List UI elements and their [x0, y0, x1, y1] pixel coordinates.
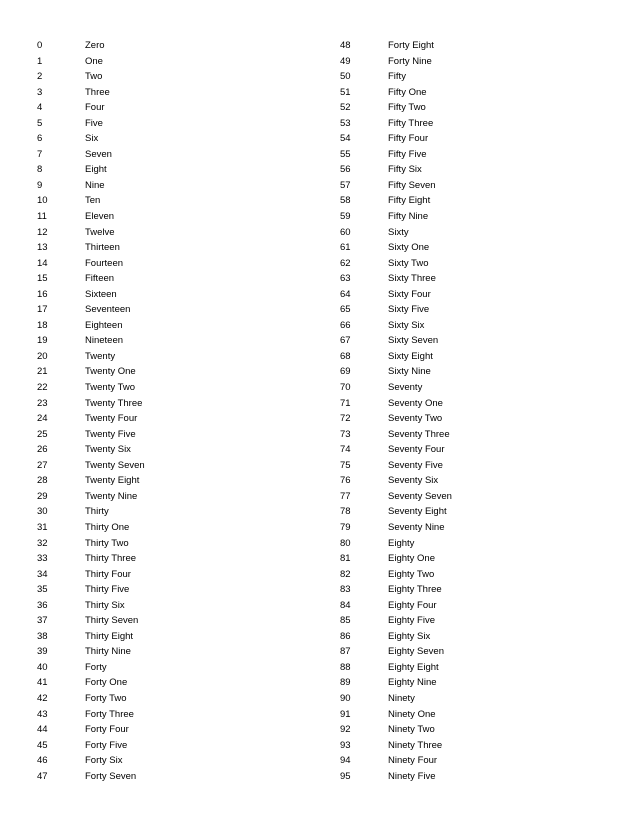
number-row	[340, 458, 588, 474]
number-value: 7	[37, 148, 43, 160]
number-value: 84	[340, 599, 351, 611]
number-word: Seventy Seven	[388, 490, 452, 502]
number-row	[37, 691, 285, 707]
number-word: Eighty Three	[388, 584, 442, 596]
number-row	[340, 691, 588, 707]
number-word: Seventy Six	[388, 475, 439, 487]
number-value: 0	[37, 40, 43, 51]
number-row	[340, 551, 588, 567]
number-value: 22	[37, 382, 48, 394]
number-word: Sixty Nine	[388, 366, 431, 378]
number-word: Forty Nine	[388, 55, 432, 67]
number-row	[37, 582, 285, 598]
number-value: 78	[340, 506, 351, 518]
number-word: Thirteen	[85, 242, 120, 254]
number-value: 48	[340, 40, 351, 51]
number-word: Eighty Four	[388, 599, 437, 611]
number-word: Twenty Four	[85, 413, 138, 425]
number-word: Thirty Eight	[85, 630, 134, 642]
number-word: Fifty Nine	[388, 211, 429, 223]
number-row	[37, 442, 285, 458]
number-value: 39	[37, 646, 48, 658]
number-row	[37, 147, 285, 163]
number-word: Eighty Seven	[388, 646, 444, 658]
number-word: Seventy Eight	[388, 506, 447, 518]
number-row	[340, 364, 588, 380]
number-row	[340, 504, 588, 520]
number-word: Eighty Eight	[388, 661, 439, 673]
number-word: Ninety Five	[388, 770, 436, 782]
number-row	[340, 69, 588, 85]
number-word: Nineteen	[85, 335, 124, 347]
number-value: 8	[37, 164, 43, 176]
number-row	[37, 240, 285, 256]
number-value: 60	[340, 226, 351, 238]
number-row	[340, 256, 588, 272]
number-value: 89	[340, 677, 351, 689]
number-value: 88	[340, 661, 351, 673]
number-word: Sixty Four	[388, 288, 431, 300]
number-word: Fourteen	[85, 257, 124, 269]
number-row	[340, 675, 588, 691]
number-value: 40	[37, 661, 48, 673]
number-row	[340, 629, 588, 645]
number-word: Three	[85, 86, 110, 98]
number-word: Fifty Seven	[388, 179, 436, 191]
number-value: 31	[37, 521, 48, 533]
number-word: Twenty Three	[85, 397, 143, 409]
number-word: Zero	[85, 40, 105, 51]
number-value: 82	[340, 568, 351, 580]
number-value: 1	[37, 55, 43, 67]
number-word: Eleven	[85, 211, 115, 223]
number-row	[340, 473, 588, 489]
number-value: 76	[340, 475, 351, 487]
number-word: Sixty Five	[388, 304, 430, 316]
number-value: 15	[37, 273, 48, 285]
number-word: Sixty One	[388, 242, 430, 254]
number-value: 5	[37, 117, 43, 129]
number-word: Five	[85, 117, 103, 129]
number-row	[340, 427, 588, 443]
number-word: Twenty One	[85, 366, 136, 378]
number-row	[340, 613, 588, 629]
number-value: 92	[340, 724, 351, 736]
number-value: 67	[340, 335, 351, 347]
number-word: Fifty	[388, 71, 406, 83]
number-word: Ninety One	[388, 708, 436, 720]
number-row	[37, 675, 285, 691]
number-row	[340, 753, 588, 769]
number-row	[340, 411, 588, 427]
number-row	[37, 193, 285, 209]
number-row	[340, 520, 588, 536]
number-value: 91	[340, 708, 351, 720]
number-row	[37, 162, 285, 178]
number-word: Four	[85, 102, 105, 114]
number-value: 20	[37, 350, 48, 362]
number-row	[340, 147, 588, 163]
number-word: Ninety Two	[388, 724, 435, 736]
number-row	[340, 567, 588, 583]
number-row	[37, 629, 285, 645]
number-word: Twenty Two	[85, 382, 135, 394]
number-value: 71	[340, 397, 351, 409]
number-word: Twelve	[85, 226, 115, 238]
number-value: 62	[340, 257, 351, 269]
number-value: 17	[37, 304, 48, 316]
number-word: Twenty	[85, 350, 116, 362]
number-word: Fifteen	[85, 273, 115, 285]
number-value: 87	[340, 646, 351, 658]
number-row	[37, 85, 285, 101]
number-row	[340, 318, 588, 334]
number-word: Seventy Three	[388, 428, 450, 440]
number-word: Forty Three	[85, 708, 134, 720]
number-row	[37, 209, 285, 225]
number-row	[37, 598, 285, 614]
number-value: 69	[340, 366, 351, 378]
number-value: 29	[37, 490, 48, 502]
number-value: 24	[37, 413, 48, 425]
number-word: Thirty One	[85, 521, 130, 533]
number-value: 58	[340, 195, 351, 207]
number-word: Forty Four	[85, 724, 129, 736]
number-value: 73	[340, 428, 351, 440]
number-row	[37, 707, 285, 723]
number-word: Eight	[85, 164, 107, 176]
number-word: Fifty One	[388, 86, 427, 98]
number-word: Thirty Three	[85, 553, 137, 565]
number-word: Sixty Eight	[388, 350, 433, 362]
number-value: 2	[37, 71, 43, 83]
number-row	[37, 504, 285, 520]
number-row	[37, 302, 285, 318]
number-value: 30	[37, 506, 48, 518]
number-row	[37, 225, 285, 241]
number-value: 26	[37, 444, 48, 456]
number-value: 13	[37, 242, 48, 254]
number-word: Twenty Eight	[85, 475, 140, 487]
number-value: 63	[340, 273, 351, 285]
number-value: 72	[340, 413, 351, 425]
number-row	[340, 162, 588, 178]
number-value: 42	[37, 692, 48, 704]
number-row	[340, 489, 588, 505]
number-row	[37, 100, 285, 116]
number-row	[37, 396, 285, 412]
number-word: Sixty Three	[388, 273, 436, 285]
number-row	[340, 240, 588, 256]
number-value: 12	[37, 226, 48, 238]
number-word: Sixteen	[85, 288, 117, 300]
number-value: 75	[340, 459, 351, 471]
number-value: 55	[340, 148, 351, 160]
number-row	[340, 769, 588, 785]
number-row	[37, 489, 285, 505]
number-value: 64	[340, 288, 351, 300]
number-word: Twenty Seven	[85, 459, 145, 471]
number-row	[37, 271, 285, 287]
number-row	[340, 178, 588, 194]
number-value: 35	[37, 584, 48, 596]
number-row	[340, 302, 588, 318]
number-word: Ten	[85, 195, 101, 207]
number-value: 9	[37, 179, 43, 191]
number-value: 61	[340, 242, 351, 254]
number-word: Thirty Seven	[85, 615, 139, 627]
number-row	[37, 753, 285, 769]
number-row	[340, 271, 588, 287]
number-row	[340, 54, 588, 70]
number-word: Sixty Six	[388, 319, 425, 331]
number-word: Seventy One	[388, 397, 443, 409]
number-word: Fifty Five	[388, 148, 427, 160]
number-value: 11	[37, 211, 47, 223]
number-row	[340, 38, 588, 54]
number-value: 51	[340, 86, 351, 98]
number-word: Nine	[85, 179, 105, 191]
number-value: 19	[37, 335, 48, 347]
number-row	[37, 769, 285, 785]
number-row	[37, 380, 285, 396]
number-value: 41	[37, 677, 48, 689]
number-row	[37, 54, 285, 70]
number-row	[340, 660, 588, 676]
number-word: Eighty One	[388, 553, 435, 565]
number-value: 94	[340, 755, 351, 767]
number-value: 93	[340, 739, 351, 751]
number-value: 47	[37, 770, 48, 782]
number-word: Forty Two	[85, 692, 127, 704]
number-word: Seventy Nine	[388, 521, 445, 533]
number-row	[37, 520, 285, 536]
number-word: Eighty Six	[388, 630, 431, 642]
number-value: 38	[37, 630, 48, 642]
number-word: Eighty Two	[388, 568, 435, 580]
number-row	[340, 582, 588, 598]
number-word: Eighty Five	[388, 615, 435, 627]
number-row	[340, 396, 588, 412]
number-word: Seventy Five	[388, 459, 443, 471]
number-row	[340, 644, 588, 660]
number-word: Thirty Six	[85, 599, 125, 611]
number-value: 49	[340, 55, 351, 67]
number-word: Thirty Nine	[85, 646, 131, 658]
number-row	[37, 473, 285, 489]
number-row	[37, 738, 285, 754]
number-row	[37, 427, 285, 443]
number-row	[37, 411, 285, 427]
right-number-column	[340, 38, 588, 784]
number-row	[37, 178, 285, 194]
number-word: Thirty Two	[85, 537, 129, 549]
number-value: 27	[37, 459, 48, 471]
number-row	[37, 551, 285, 567]
left-number-column	[37, 38, 285, 784]
number-value: 86	[340, 630, 351, 642]
number-value: 52	[340, 102, 351, 114]
number-value: 45	[37, 739, 48, 751]
number-value: 79	[340, 521, 351, 533]
number-row	[340, 707, 588, 723]
number-value: 34	[37, 568, 48, 580]
number-word: Eighteen	[85, 319, 123, 331]
number-row	[340, 380, 588, 396]
number-value: 4	[37, 102, 43, 114]
number-value: 74	[340, 444, 351, 456]
number-value: 81	[340, 553, 351, 565]
number-word: Twenty Five	[85, 428, 136, 440]
number-row	[37, 333, 285, 349]
number-row	[37, 660, 285, 676]
number-value: 46	[37, 755, 48, 767]
number-word: Seven	[85, 148, 112, 160]
number-word: Forty	[85, 661, 107, 673]
number-value: 68	[340, 350, 351, 362]
number-value: 50	[340, 71, 351, 83]
number-row	[340, 209, 588, 225]
number-value: 53	[340, 117, 351, 129]
number-word: Ninety Four	[388, 755, 438, 767]
number-value: 33	[37, 553, 48, 565]
number-row	[37, 536, 285, 552]
number-row	[37, 458, 285, 474]
number-word: Seventy	[388, 382, 423, 394]
number-value: 32	[37, 537, 48, 549]
number-value: 18	[37, 319, 48, 331]
number-word: Fifty Three	[388, 117, 434, 129]
number-value: 37	[37, 615, 48, 627]
number-row	[340, 598, 588, 614]
number-value: 10	[37, 195, 48, 207]
number-row	[340, 85, 588, 101]
number-row	[340, 722, 588, 738]
number-value: 54	[340, 133, 351, 145]
number-word: Sixty	[388, 226, 409, 238]
number-value: 66	[340, 319, 351, 331]
number-row	[340, 225, 588, 241]
number-row	[37, 38, 285, 54]
number-row	[340, 442, 588, 458]
number-value: 80	[340, 537, 351, 549]
number-word: Ninety Three	[388, 739, 443, 751]
number-value: 44	[37, 724, 48, 736]
number-value: 65	[340, 304, 351, 316]
number-row	[340, 349, 588, 365]
number-row	[340, 116, 588, 132]
number-value: 3	[37, 86, 43, 98]
number-value: 77	[340, 490, 351, 502]
number-word: Twenty Six	[85, 444, 131, 456]
number-word: Forty Five	[85, 739, 128, 751]
number-row	[340, 536, 588, 552]
number-value: 36	[37, 599, 48, 611]
number-row	[37, 256, 285, 272]
number-word: Sixty Seven	[388, 335, 439, 347]
number-value: 21	[37, 366, 48, 378]
number-value: 95	[340, 770, 351, 782]
number-value: 6	[37, 133, 43, 145]
number-row	[340, 193, 588, 209]
number-row	[37, 69, 285, 85]
number-value: 90	[340, 692, 351, 704]
number-word: One	[85, 55, 103, 67]
number-row	[37, 349, 285, 365]
number-row	[37, 644, 285, 660]
number-value: 85	[340, 615, 351, 627]
number-value: 57	[340, 179, 351, 191]
number-value: 14	[37, 257, 48, 269]
number-row	[37, 722, 285, 738]
number-row	[37, 116, 285, 132]
number-word: Forty Seven	[85, 770, 137, 782]
number-word: Forty Eight	[388, 40, 434, 51]
number-value: 70	[340, 382, 351, 394]
number-word: Seventy Four	[388, 444, 445, 456]
number-word: Fifty Eight	[388, 195, 431, 207]
number-value: 59	[340, 211, 351, 223]
number-word: Sixty Two	[388, 257, 429, 269]
number-row	[340, 738, 588, 754]
number-value: 23	[37, 397, 48, 409]
number-row	[340, 333, 588, 349]
number-word: Eighty	[388, 537, 415, 549]
number-value: 16	[37, 288, 48, 300]
number-value: 25	[37, 428, 48, 440]
number-word: Eighty Nine	[388, 677, 437, 689]
number-word: Seventeen	[85, 304, 131, 316]
number-word: Thirty Four	[85, 568, 131, 580]
number-word: Forty Six	[85, 755, 123, 767]
number-word: Fifty Four	[388, 133, 429, 145]
number-row	[37, 364, 285, 380]
number-word: Six	[85, 133, 99, 145]
number-row	[37, 613, 285, 629]
number-row	[37, 287, 285, 303]
number-row	[37, 318, 285, 334]
number-value: 28	[37, 475, 48, 487]
number-row	[340, 131, 588, 147]
number-word: Ninety	[388, 692, 415, 704]
number-word: Seventy Two	[388, 413, 443, 425]
number-word: Twenty Nine	[85, 490, 138, 502]
number-word: Thirty Five	[85, 584, 130, 596]
number-value: 83	[340, 584, 351, 596]
number-row	[340, 287, 588, 303]
number-word: Fifty Two	[388, 102, 426, 114]
number-row	[37, 131, 285, 147]
number-row	[340, 100, 588, 116]
number-word: Thirty	[85, 506, 109, 518]
number-value: 43	[37, 708, 48, 720]
number-word: Forty One	[85, 677, 128, 689]
number-value: 56	[340, 164, 351, 176]
number-word: Fifty Six	[388, 164, 422, 176]
number-word: Two	[85, 71, 103, 83]
number-row	[37, 567, 285, 583]
